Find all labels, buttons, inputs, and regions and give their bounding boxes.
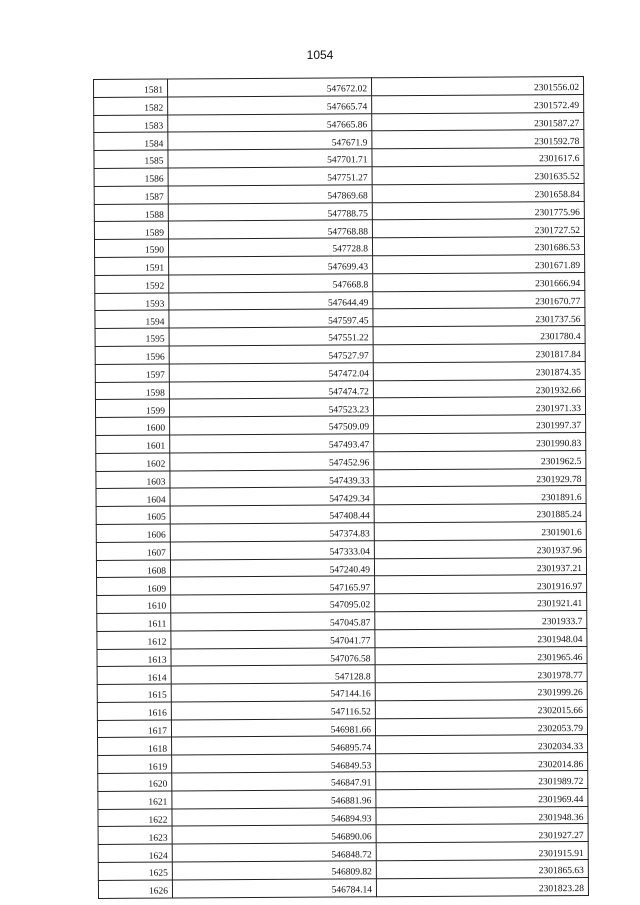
point-number-cell: 1622 xyxy=(98,809,172,827)
y-coordinate-cell: 2301921.41 xyxy=(375,593,587,612)
x-coordinate-cell: 547665.74 xyxy=(168,96,372,115)
x-coordinate-cell: 547597.45 xyxy=(169,309,373,328)
point-number-cell: 1599 xyxy=(95,399,169,417)
y-coordinate-cell: 2301592.78 xyxy=(372,130,584,149)
x-coordinate-cell: 546981.66 xyxy=(171,718,375,737)
point-number-cell: 1601 xyxy=(96,435,170,453)
y-coordinate-cell: 2301937.96 xyxy=(374,539,586,558)
point-number-cell: 1605 xyxy=(96,506,170,524)
point-number-cell: 1621 xyxy=(98,791,172,809)
y-coordinate-cell: 2301932.66 xyxy=(373,379,585,398)
x-coordinate-cell: 547144.16 xyxy=(171,683,375,702)
x-coordinate-cell: 547128.8 xyxy=(171,665,375,684)
point-number-cell: 1611 xyxy=(97,613,171,631)
y-coordinate-cell: 2301978.77 xyxy=(375,664,587,683)
x-coordinate-cell: 546849.53 xyxy=(172,754,376,773)
y-coordinate-cell: 2301929.78 xyxy=(374,468,586,487)
y-coordinate-cell: 2301901.6 xyxy=(374,521,586,540)
point-number-cell: 1581 xyxy=(94,79,168,97)
x-coordinate-cell: 546881.96 xyxy=(172,790,376,809)
x-coordinate-cell: 547701.71 xyxy=(168,149,372,168)
point-number-cell: 1607 xyxy=(96,542,170,560)
y-coordinate-cell: 2301556.02 xyxy=(371,77,583,96)
y-coordinate-cell: 2301671.89 xyxy=(373,254,585,273)
x-coordinate-cell: 546848.72 xyxy=(172,843,376,862)
x-coordinate-cell: 547429.34 xyxy=(170,487,374,506)
point-number-cell: 1596 xyxy=(95,346,169,364)
y-coordinate-cell: 2301969.44 xyxy=(376,788,588,807)
y-coordinate-cell: 2301885.24 xyxy=(374,504,586,523)
y-coordinate-cell: 2301670.77 xyxy=(373,290,585,309)
y-coordinate-cell: 2301727.52 xyxy=(372,219,584,238)
point-number-cell: 1620 xyxy=(98,773,172,791)
x-coordinate-cell: 547041.77 xyxy=(171,629,375,648)
y-coordinate-cell: 2301823.28 xyxy=(376,877,588,896)
x-coordinate-cell: 547644.49 xyxy=(169,291,373,310)
x-coordinate-cell: 547045.87 xyxy=(171,612,375,631)
point-number-cell: 1625 xyxy=(98,862,172,880)
point-number-cell: 1606 xyxy=(96,524,170,542)
x-coordinate-cell: 547116.52 xyxy=(171,701,375,720)
point-number-cell: 1608 xyxy=(96,560,170,578)
point-number-cell: 1600 xyxy=(96,417,170,435)
coordinates-table xyxy=(93,76,589,899)
point-number-cell: 1585 xyxy=(94,150,168,168)
y-coordinate-cell: 2301775.96 xyxy=(372,201,584,220)
x-coordinate-cell: 546894.93 xyxy=(172,807,376,826)
y-coordinate-cell: 2301916.97 xyxy=(375,575,587,594)
point-number-cell: 1623 xyxy=(98,826,172,844)
y-coordinate-cell: 2301965.46 xyxy=(375,646,587,665)
x-coordinate-cell: 547493.47 xyxy=(170,434,374,453)
x-coordinate-cell: 547472.04 xyxy=(169,363,373,382)
y-coordinate-cell: 2301874.35 xyxy=(373,361,585,380)
table-row xyxy=(98,877,588,898)
point-number-cell: 1588 xyxy=(94,204,168,222)
y-coordinate-cell: 2301937.21 xyxy=(374,557,586,576)
x-coordinate-cell: 546847.91 xyxy=(172,772,376,791)
y-coordinate-cell: 2301658.84 xyxy=(372,183,584,202)
x-coordinate-cell: 547527.97 xyxy=(169,345,373,364)
x-coordinate-cell: 547523.23 xyxy=(169,398,373,417)
x-coordinate-cell: 547076.58 xyxy=(171,647,375,666)
point-number-cell: 1626 xyxy=(98,880,172,898)
point-number-cell: 1587 xyxy=(94,186,168,204)
y-coordinate-cell: 2301617.6 xyxy=(372,148,584,167)
point-number-cell: 1612 xyxy=(97,631,171,649)
point-number-cell: 1584 xyxy=(94,132,168,150)
y-coordinate-cell: 2301780.4 xyxy=(373,326,585,345)
x-coordinate-cell: 547551.22 xyxy=(169,327,373,346)
y-coordinate-cell: 2301962.5 xyxy=(374,450,586,469)
x-coordinate-cell: 547728.8 xyxy=(168,238,372,257)
page-number: 1054 xyxy=(306,48,334,62)
x-coordinate-cell: 547240.49 xyxy=(170,558,374,577)
x-coordinate-cell: 546890.06 xyxy=(172,825,376,844)
x-coordinate-cell: 547665.86 xyxy=(168,113,372,132)
x-coordinate-cell: 546895.74 xyxy=(172,736,376,755)
y-coordinate-cell: 2301865.63 xyxy=(376,860,588,879)
x-coordinate-cell: 547699.43 xyxy=(169,256,373,275)
x-coordinate-cell: 547509.09 xyxy=(170,416,374,435)
y-coordinate-cell: 2301971.33 xyxy=(373,397,585,416)
point-number-cell: 1618 xyxy=(98,738,172,756)
x-coordinate-cell: 546809.82 xyxy=(172,861,376,880)
x-coordinate-cell: 547095.02 xyxy=(171,594,375,613)
point-number-cell: 1610 xyxy=(97,595,171,613)
y-coordinate-cell: 2301948.36 xyxy=(376,806,588,825)
y-coordinate-cell: 2301997.37 xyxy=(374,415,586,434)
y-coordinate-cell: 2302014.86 xyxy=(376,753,588,772)
point-number-cell: 1583 xyxy=(94,115,168,133)
point-number-cell: 1615 xyxy=(97,684,171,702)
y-coordinate-cell: 2302034.33 xyxy=(376,735,588,754)
y-coordinate-cell: 2301572.49 xyxy=(372,94,584,113)
x-coordinate-cell: 547788.75 xyxy=(168,202,372,221)
y-coordinate-cell: 2301933.7 xyxy=(375,610,587,629)
y-coordinate-cell: 2301990.83 xyxy=(374,432,586,451)
point-number-cell: 1595 xyxy=(95,328,169,346)
y-coordinate-cell: 2301817.84 xyxy=(373,343,585,362)
point-number-cell: 1603 xyxy=(96,471,170,489)
point-number-cell: 1609 xyxy=(97,577,171,595)
x-coordinate-cell: 547165.97 xyxy=(171,576,375,595)
x-coordinate-cell: 547751.27 xyxy=(168,167,372,186)
y-coordinate-cell: 2301927.27 xyxy=(376,824,588,843)
y-coordinate-cell: 2301891.6 xyxy=(374,486,586,505)
point-number-cell: 1592 xyxy=(95,275,169,293)
y-coordinate-cell: 2301989.72 xyxy=(376,771,588,790)
x-coordinate-cell: 547474.72 xyxy=(169,380,373,399)
point-number-cell: 1591 xyxy=(95,257,169,275)
point-number-cell: 1594 xyxy=(95,310,169,328)
point-number-cell: 1589 xyxy=(94,221,168,239)
x-coordinate-cell: 547768.88 xyxy=(168,220,372,239)
y-coordinate-cell: 2302053.79 xyxy=(375,717,587,736)
point-number-cell: 1617 xyxy=(97,720,171,738)
y-coordinate-cell: 2301666.94 xyxy=(373,272,585,291)
x-coordinate-cell: 547408.44 xyxy=(170,505,374,524)
point-number-cell: 1602 xyxy=(96,453,170,471)
y-coordinate-cell: 2301587.27 xyxy=(372,112,584,131)
point-number-cell: 1616 xyxy=(97,702,171,720)
x-coordinate-cell: 547668.8 xyxy=(169,274,373,293)
y-coordinate-cell: 2301686.53 xyxy=(372,237,584,256)
x-coordinate-cell: 547452.96 xyxy=(170,452,374,471)
y-coordinate-cell: 2302015.66 xyxy=(375,699,587,718)
x-coordinate-cell: 547672.02 xyxy=(168,78,372,97)
point-number-cell: 1614 xyxy=(97,666,171,684)
point-number-cell: 1590 xyxy=(94,239,168,257)
point-number-cell: 1604 xyxy=(96,488,170,506)
x-coordinate-cell: 547333.04 xyxy=(170,541,374,560)
y-coordinate-cell: 2301948.04 xyxy=(375,628,587,647)
x-coordinate-cell: 547374.83 xyxy=(170,523,374,542)
y-coordinate-cell: 2301999.26 xyxy=(375,682,587,701)
point-number-cell: 1593 xyxy=(95,293,169,311)
x-coordinate-cell: 546784.14 xyxy=(172,879,376,898)
y-coordinate-cell: 2301915.91 xyxy=(376,842,588,861)
point-number-cell: 1613 xyxy=(97,649,171,667)
point-number-cell: 1598 xyxy=(95,382,169,400)
x-coordinate-cell: 547869.68 xyxy=(168,185,372,204)
x-coordinate-cell: 547671.9 xyxy=(168,131,372,150)
point-number-cell: 1586 xyxy=(94,168,168,186)
point-number-cell: 1619 xyxy=(98,755,172,773)
y-coordinate-cell: 2301737.56 xyxy=(373,308,585,327)
point-number-cell: 1597 xyxy=(95,364,169,382)
y-coordinate-cell: 2301635.52 xyxy=(372,165,584,184)
coordinates-table-body xyxy=(94,77,589,899)
x-coordinate-cell: 547439.33 xyxy=(170,469,374,488)
point-number-cell: 1624 xyxy=(98,844,172,862)
point-number-cell: 1582 xyxy=(94,97,168,115)
